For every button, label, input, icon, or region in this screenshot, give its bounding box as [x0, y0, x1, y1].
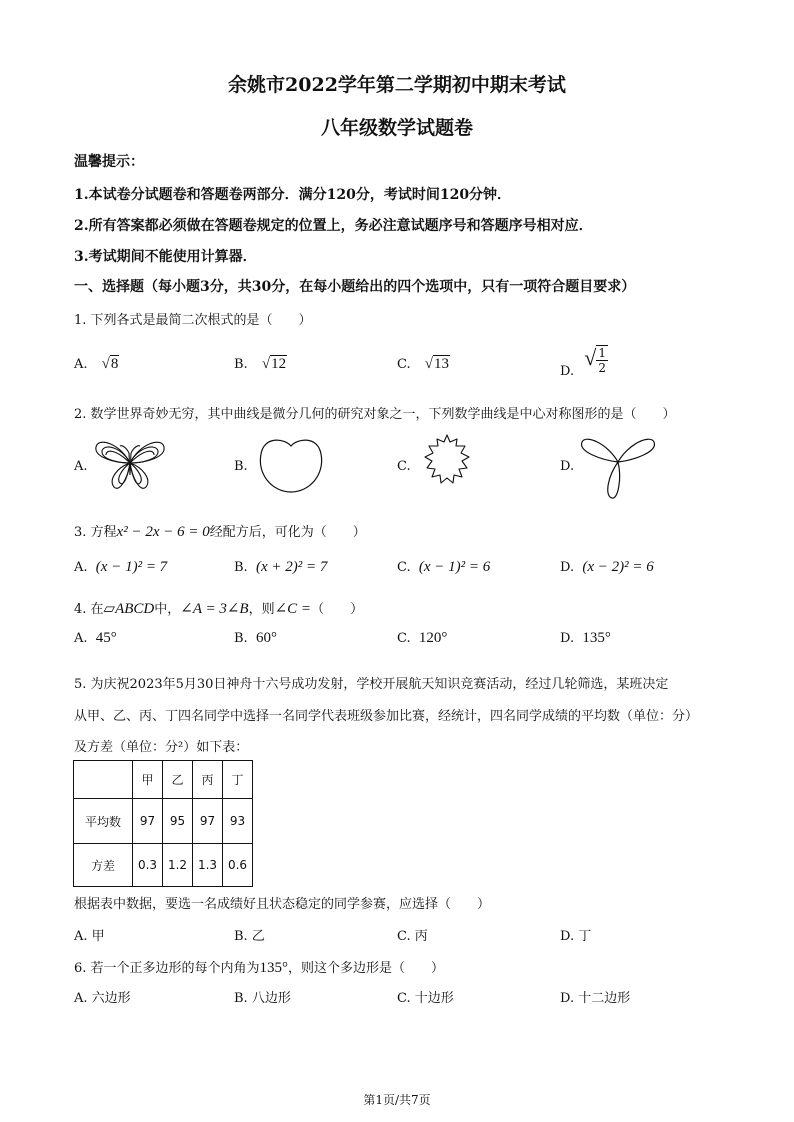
sqrt-expression: √13: [424, 356, 449, 372]
q6-option-c: C. 十边形: [397, 991, 454, 1006]
trefoil-curve-figure: [578, 430, 658, 500]
option-label: B.: [234, 357, 248, 372]
question-4-stem: 4. 在▱ABCD中，∠A = 3∠B，则∠C =（ ）: [74, 601, 364, 617]
q4-option-c: C. 120°: [397, 630, 448, 646]
question-5-follow: 根据表中数据，要选一名成绩好且状态稳定的同学参赛，应选择（ ）: [74, 897, 491, 912]
q5-option-d: D. 丁: [560, 929, 592, 944]
tip-item: 1.本试卷分试题卷和答题卷两部分．满分120分，考试时间120分钟．: [74, 187, 512, 203]
question-1-stem: 1. 下列各式是最简二次根式的是（ ）: [74, 313, 312, 328]
score-table: [73, 760, 253, 887]
tip-item: 2.所有答案都必须做在答题卷规定的位置上，务必注意试题序号和答题序号相对应．: [74, 218, 593, 234]
q3-option-d: D. (x − 2)² = 6: [560, 559, 654, 575]
option-label: C.: [397, 357, 411, 372]
fraction: $\frac{1}{2}$: [598, 345, 606, 375]
equation: x² − 2x − 6 = 0: [116, 524, 210, 540]
exam-title: 余姚市2022学年第二学期初中期末考试: [228, 74, 566, 96]
q1-option-c: [397, 356, 450, 373]
q6-option-a: A. 六边形: [74, 991, 131, 1006]
question-5-stem: 5. 为庆祝2023年5月30日神舟十六号成功发射，学校开展航天知识竞赛活动，经过几轮筛选，某班决定: [74, 677, 669, 692]
q1-option-b: [234, 356, 287, 373]
q3-option-b: B. (x + 2)² = 7: [234, 559, 328, 575]
table-row: 方差 0.3 1.2 1.3 0.6: [74, 844, 253, 887]
question-5-stem: 从甲、乙、丙、丁四名同学中选择一名同学代表班级参加比赛，经统计，四名同学成绩的平均数（单位：分）: [74, 709, 699, 724]
sqrt-symbol: √: [584, 345, 597, 370]
question-5-stem: 及方差（单位：分²）如下表：: [74, 740, 249, 755]
section-heading: 一、选择题（每小题3分，共30分，在每小题给出的四个选项中，只有一项符合题目要求）: [74, 279, 636, 295]
q4-option-d: D. 135°: [560, 630, 611, 646]
q3-option-c: C. (x − 1)² = 6: [397, 559, 491, 575]
cardioid-curve-figure: [256, 432, 326, 496]
q5-option-a: A. 甲: [74, 929, 105, 944]
question-3-stem: 3. 方程x² − 2x − 6 = 0经配方后，可化为（ ）: [74, 524, 366, 540]
option-label: C.: [397, 459, 411, 474]
question-2-stem: 2. 数学世界奇妙无穷，其中曲线是微分几何的研究对象之一，下列数学曲线是中心对称图形的是（ ）: [74, 407, 676, 422]
option-label: A.: [74, 459, 88, 474]
q5-option-b: B. 乙: [234, 929, 265, 944]
snowflake-curve-figure: [415, 432, 479, 496]
tip-item: 3.考试期间不能使用计算器．: [74, 249, 257, 265]
option-label: B.: [234, 459, 248, 474]
q3-option-a: A. (x − 1)² = 7: [74, 559, 168, 575]
sqrt-expression: √8: [101, 356, 119, 372]
q1-option-d: [560, 345, 608, 377]
q4-option-b: B. 60°: [234, 630, 277, 646]
butterfly-curve-figure: [92, 435, 168, 495]
option-label: D.: [560, 364, 575, 379]
table-header-row: 甲 乙 丙 丁: [74, 761, 253, 799]
page-number: 第1页/共7页: [363, 1093, 431, 1107]
option-label: A.: [74, 357, 88, 372]
option-label: D.: [560, 459, 575, 474]
q6-option-b: B. 八边形: [234, 991, 291, 1006]
sqrt-expression: √12: [261, 356, 287, 372]
q4-option-a: A. 45°: [74, 630, 117, 646]
tips-heading: 温馨提示：: [74, 154, 144, 170]
table-row: 平均数 97 95 97 93: [74, 799, 253, 844]
q5-option-c: C. 丙: [397, 929, 428, 944]
question-6-stem: 6. 若一个正多边形的每个内角为135°，则这个多边形是（ ）: [74, 960, 445, 976]
q6-option-d: D. 十二边形: [560, 991, 631, 1006]
q1-option-a: [74, 356, 119, 373]
exam-subtitle: 八年级数学试题卷: [320, 117, 473, 139]
